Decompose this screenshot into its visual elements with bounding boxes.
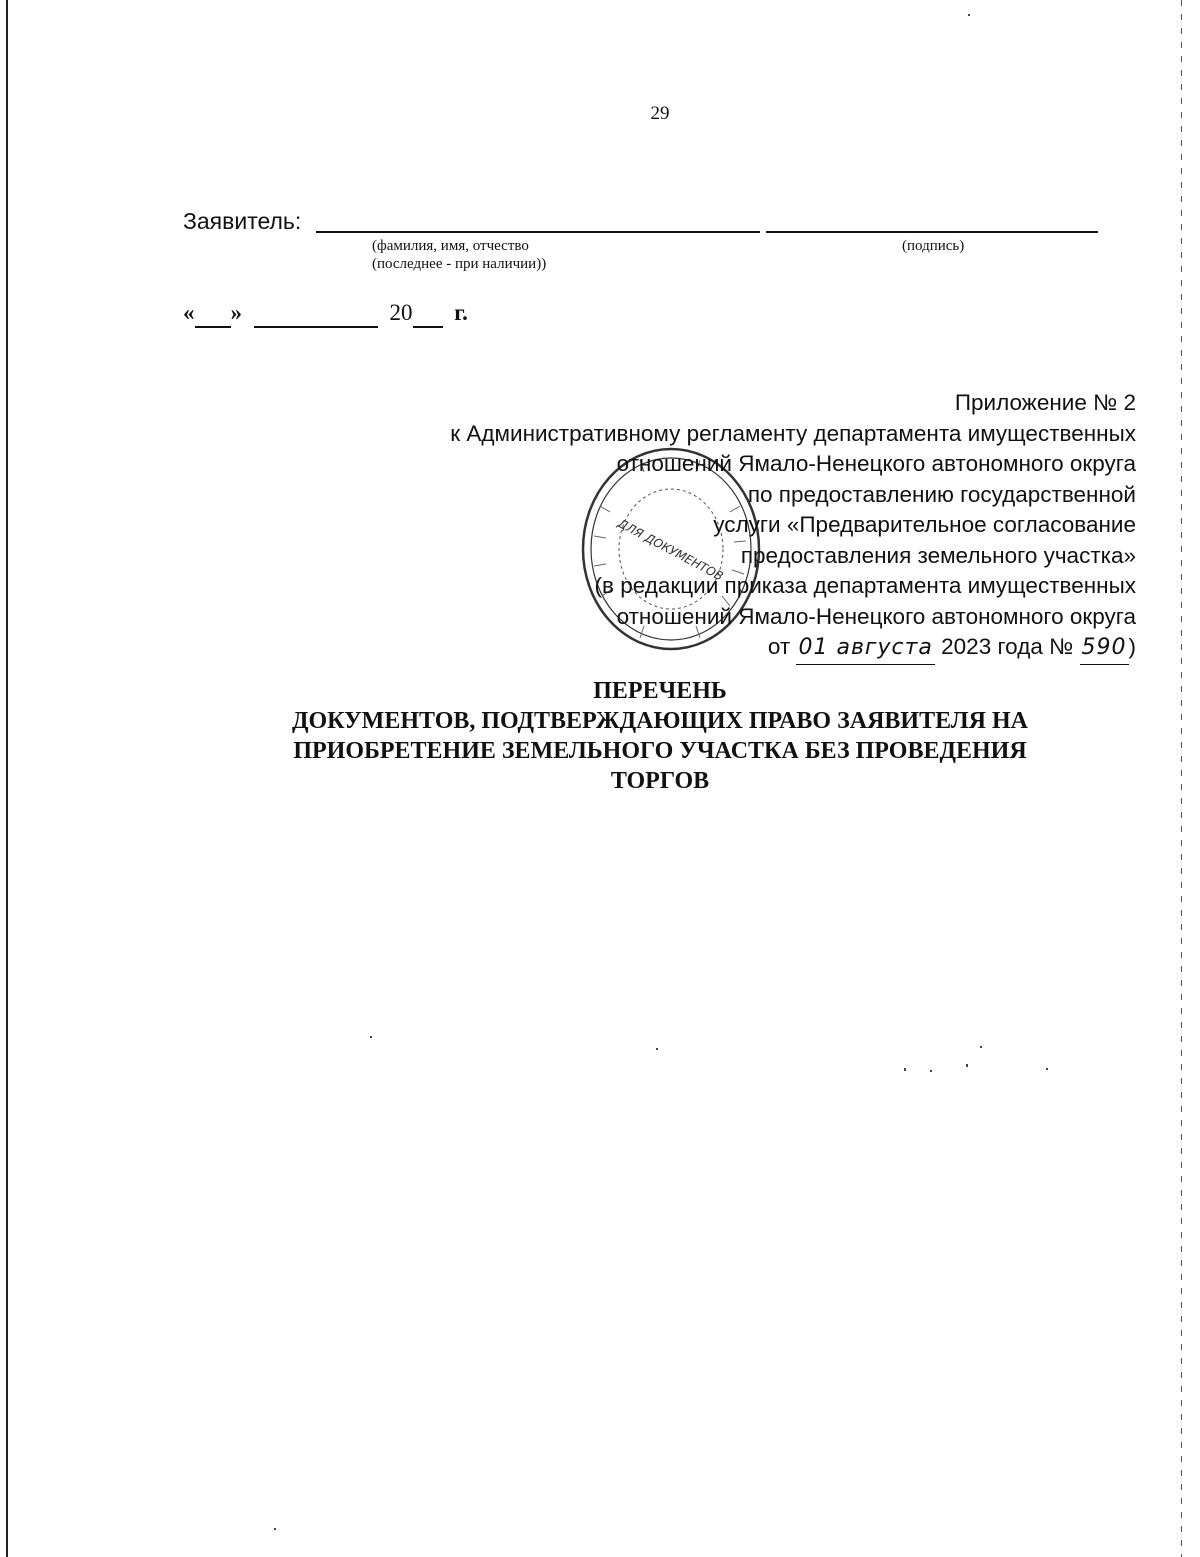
- year-blank: [413, 300, 443, 328]
- appendix-from: от: [767, 634, 791, 659]
- page-number: 29: [650, 103, 670, 124]
- scan-speck: [930, 1070, 932, 1072]
- scan-speck: [980, 1046, 982, 1048]
- year-prefix: 20: [389, 300, 413, 325]
- caption-name: [372, 237, 546, 273]
- page-border-right: [1181, 0, 1182, 1557]
- handwritten-number: 590: [1080, 633, 1129, 665]
- appendix-line9: [336, 632, 1136, 665]
- scan-speck: [966, 1064, 968, 1067]
- scan-speck: [904, 1068, 906, 1071]
- appendix-line8: отношений Ямало-Ненецкого автономного округа: [616, 603, 1136, 629]
- month-blank: [254, 300, 378, 328]
- caption-name-line1: (фамилия, имя, отчество: [372, 238, 529, 254]
- scan-speck: [370, 1036, 372, 1038]
- applicant-signature-line: [766, 231, 1098, 233]
- appendix-line7: (в редакции приказа департамента имущественных: [594, 573, 1136, 598]
- stamp-center-text: ДЛЯ ДОКУМЕНТОВ: [615, 516, 726, 584]
- appendix-year-number: 2023 года №: [941, 634, 1074, 659]
- appendix-line2: к Административному регламенту департамента имущественных: [450, 420, 1136, 446]
- document-heading: [200, 676, 1120, 796]
- date-close-quote: »: [230, 300, 242, 325]
- applicant-label: Заявитель:: [183, 208, 302, 234]
- appendix-line3: отношений Ямало-Ненецкого автономного округа: [616, 451, 1136, 476]
- heading-line2: ДОКУМЕНТОВ, ПОДТВЕРЖДАЮЩИХ ПРАВО ЗАЯВИТЕЛЯ НА: [291, 708, 1029, 734]
- scan-speck: [274, 1528, 276, 1530]
- appendix-line6: предоставления земельного участка»: [740, 542, 1136, 568]
- handwritten-date: 01 августа: [796, 633, 934, 665]
- date-open-quote: «: [183, 300, 195, 325]
- scan-speck: [968, 14, 970, 16]
- appendix-line5: услуги «Предварительное согласование: [713, 512, 1136, 537]
- scan-speck: [656, 1048, 658, 1050]
- heading-line3: ПРИОБРЕТЕНИЕ ЗЕМЕЛЬНОГО УЧАСТКА БЕЗ ПРОВЕДЕНИЯ: [293, 738, 1027, 764]
- year-suffix: г.: [454, 300, 468, 325]
- appendix-line4: по предоставлению государственной: [747, 481, 1136, 507]
- appendix-block: [336, 388, 1136, 665]
- caption-signature: (подпись): [902, 238, 965, 254]
- day-blank: [195, 300, 231, 328]
- page-border-left: [6, 0, 8, 1557]
- applicant-name-line: [316, 231, 760, 233]
- heading-line1: ПЕРЕЧЕНЬ: [593, 678, 727, 704]
- scan-speck: [1046, 1068, 1048, 1070]
- appendix-close-paren: ): [1128, 634, 1136, 659]
- date-line: [183, 300, 468, 328]
- heading-line4: ТОРГОВ: [610, 768, 710, 794]
- appendix-line1: Приложение № 2: [954, 390, 1136, 415]
- caption-name-line2: (последнее - при наличии)): [372, 256, 547, 272]
